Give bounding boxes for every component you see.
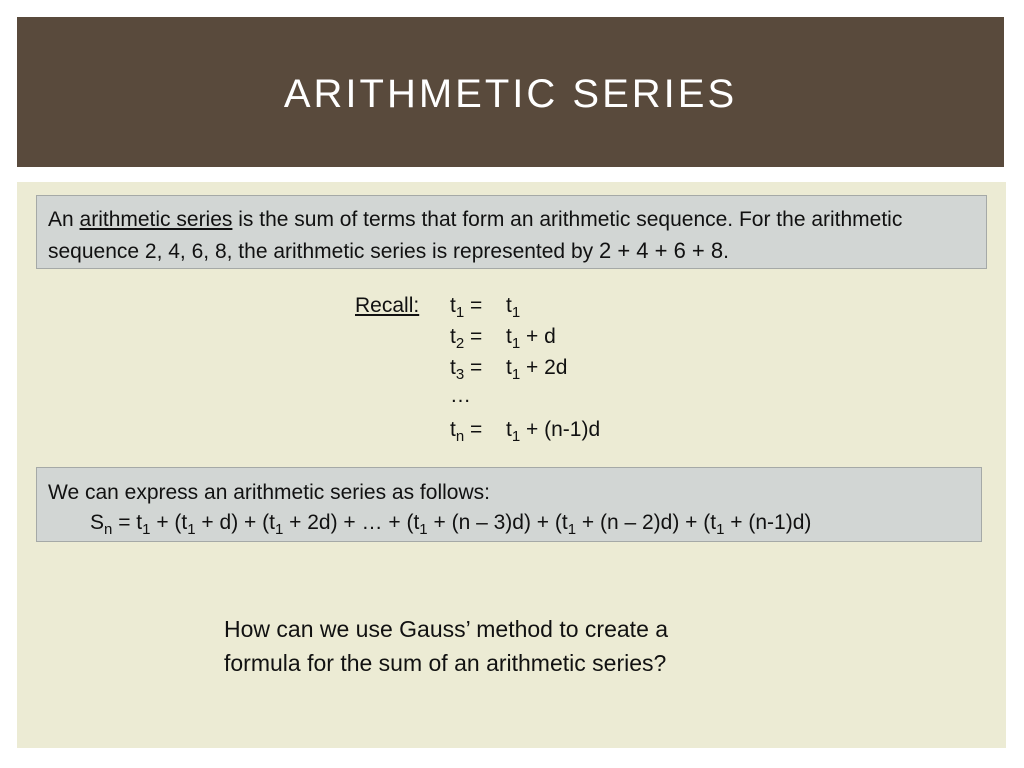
- formula-lhs-var: S: [90, 511, 105, 534]
- definition-text: is the sum of terms that form an arithmetic sequence. For the arithmetic sequence 2, 4, 6, 8, the arithmetic series is represented by: [48, 208, 903, 263]
- definition-prefix: An: [48, 208, 80, 231]
- formula-part: = t: [112, 511, 143, 534]
- recall-rhs-sub: 1: [511, 304, 521, 321]
- recall-rhs-var: t: [506, 294, 512, 317]
- recall-rhs-sub: 1: [511, 366, 521, 383]
- recall-rhs-sub: 1: [511, 335, 521, 352]
- recall-var: t: [450, 356, 456, 379]
- gauss-question: [224, 612, 824, 680]
- recall-sub: 2: [455, 335, 465, 352]
- recall-var: t: [450, 325, 456, 348]
- formula-part: + (n – 2)d) + (t: [576, 511, 717, 534]
- series-formula-box: [36, 467, 982, 542]
- recall-var: t: [450, 418, 456, 441]
- recall-rhs-rest: + d: [520, 325, 556, 348]
- content-area: [17, 182, 1006, 748]
- recall-eq: =: [470, 325, 483, 348]
- recall-rhs-rest: + 2d: [520, 356, 568, 379]
- recall-sub: n: [455, 428, 465, 445]
- formula-sub: 1: [716, 521, 725, 538]
- formula-part: + (t: [150, 511, 188, 534]
- formula-sub: 1: [567, 521, 577, 538]
- formula-part: + 2d) + … + (t: [283, 511, 420, 534]
- recall-eq: =: [470, 294, 483, 317]
- recall-row-n: [450, 418, 600, 448]
- recall-eq: =: [470, 418, 483, 441]
- formula-lhs-sub: n: [104, 521, 113, 538]
- recall-row-ellipsis: [450, 384, 471, 414]
- formula-part: + (n – 3)d) + (t: [427, 511, 568, 534]
- recall-sub: 1: [455, 304, 465, 321]
- slide-title: ARITHMETIC SERIES: [283, 71, 738, 116]
- series-formula: [48, 508, 971, 538]
- series-intro: We can express an arithmetic series as follows:: [48, 481, 490, 504]
- recall-row-1: [450, 294, 520, 324]
- title-bar: [17, 17, 1004, 167]
- formula-part: + d) + (t: [195, 511, 275, 534]
- definition-example: 2 + 4 + 6 + 8: [598, 238, 724, 263]
- formula-sub: 1: [274, 521, 284, 538]
- definition-box: [36, 195, 987, 269]
- recall-row-3: [450, 356, 567, 386]
- recall-rhs-var: t: [506, 325, 512, 348]
- formula-sub: 1: [187, 521, 196, 538]
- recall-rhs-var: t: [506, 356, 512, 379]
- recall-rhs-sub: 1: [511, 428, 521, 445]
- formula-sub: 1: [142, 521, 151, 538]
- recall-label: Recall:: [355, 294, 420, 317]
- recall-ellipsis: …: [450, 384, 471, 407]
- recall-eq: =: [470, 356, 483, 379]
- recall-row-2: [450, 325, 556, 355]
- formula-part: + (n-1)d): [724, 511, 812, 534]
- question-line-1: How can we use Gauss’ method to create a: [224, 616, 669, 642]
- question-line-2: formula for the sum of an arithmetic series?: [224, 650, 667, 676]
- definition-suffix: .: [723, 240, 729, 263]
- recall-rhs-var: t: [506, 418, 512, 441]
- formula-sub: 1: [419, 521, 428, 538]
- recall-sub: 3: [455, 366, 465, 383]
- recall-rhs-rest: + (n-1)d: [520, 418, 601, 441]
- definition-term: arithmetic series: [79, 208, 233, 231]
- recall-var: t: [450, 294, 456, 317]
